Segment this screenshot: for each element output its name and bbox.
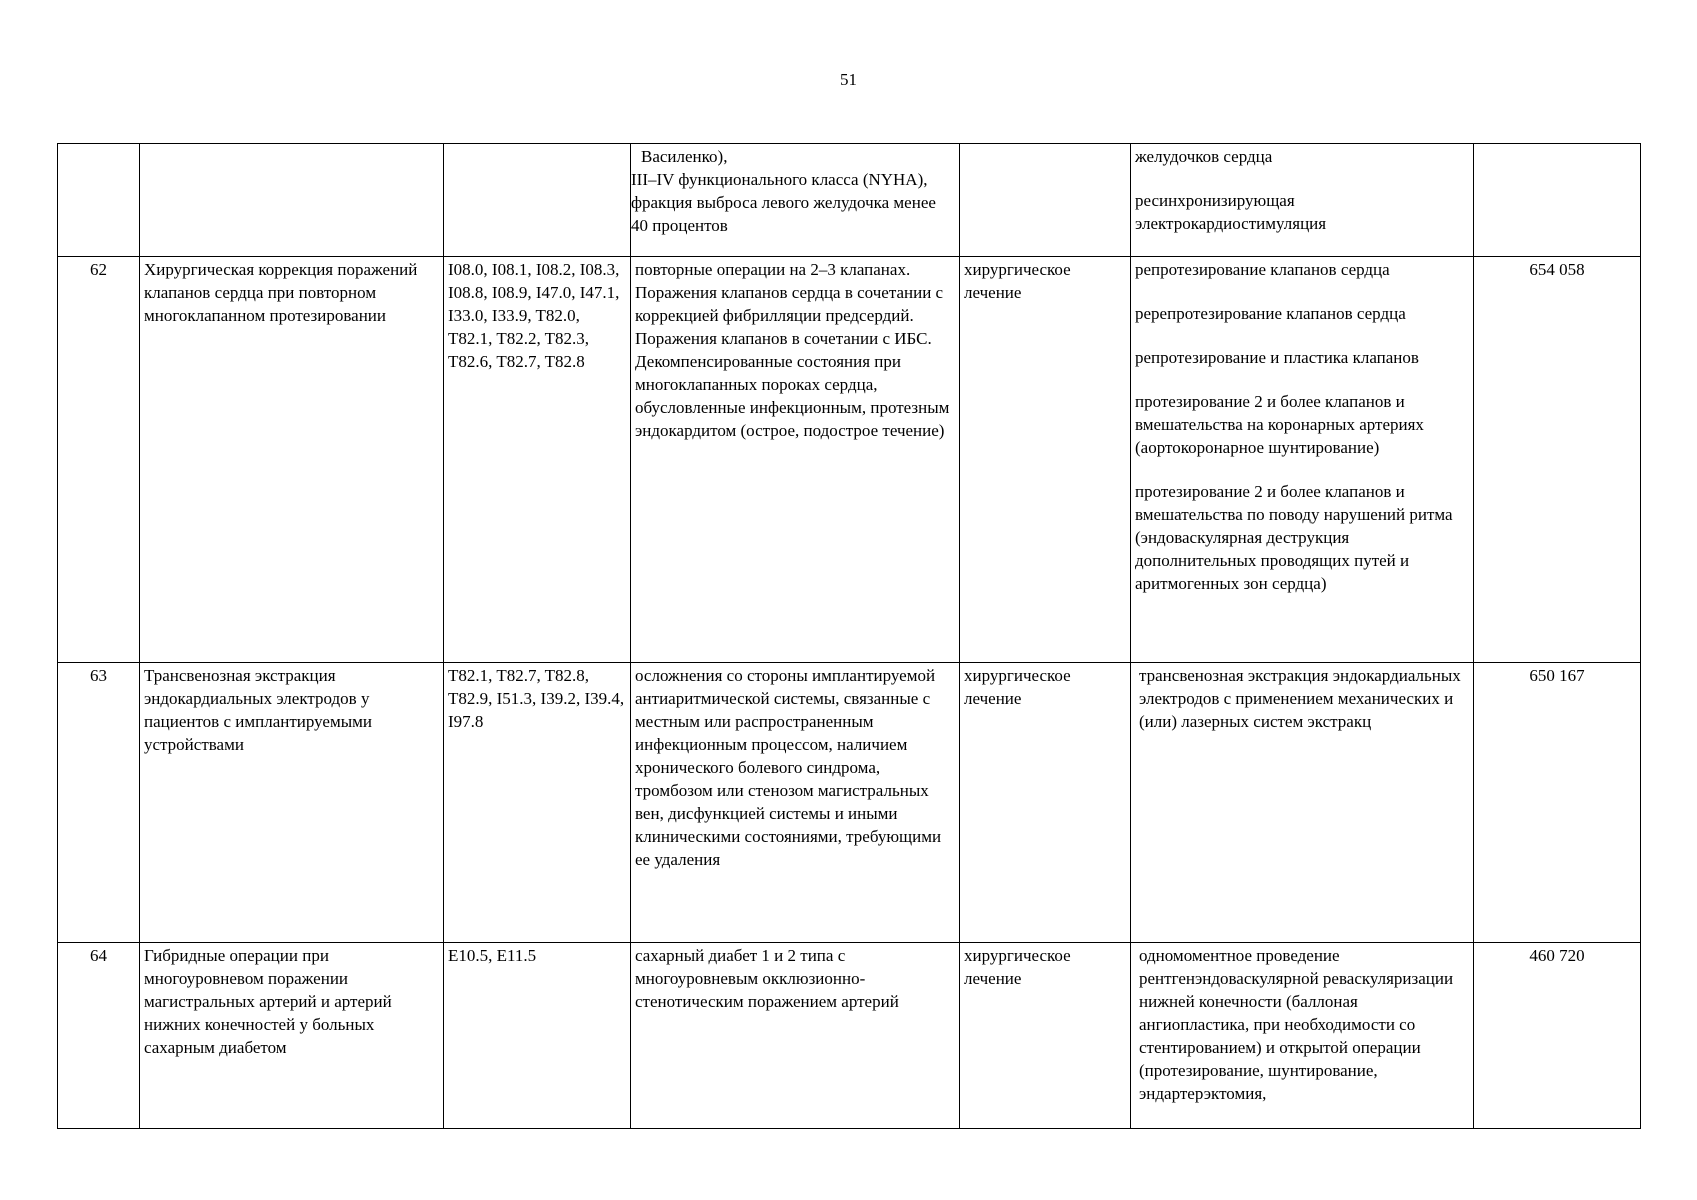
table-row: [58, 663, 1641, 943]
treatment-method: репротезирование клапанов сердца: [1135, 260, 1390, 279]
patient-model-line: осложнения со стороны имплантируемой антиаритмической системы, связанные с местным или распространенным инфекционным процессом, наличием хронического болевого синдрома, тромбозом или стенозом магистральных вен, дисфункцией системы и иными клиническими состояниями, требующими ее удаления: [635, 666, 942, 869]
standard-cost: 650 167: [1474, 663, 1641, 943]
treatment-methods: [1131, 943, 1474, 1129]
treatment-type: [960, 144, 1131, 257]
treatment-type: хирургическое лечение: [960, 943, 1131, 1129]
table-row: [58, 943, 1641, 1129]
table-row: [58, 144, 1641, 257]
treatment-methods: [1131, 663, 1474, 943]
care-type-name: Трансвенозная экстракция эндокардиальных электродов у пациентов с имплантируемыми устройствами: [140, 663, 444, 943]
patient-model: [631, 144, 960, 257]
patient-model: [631, 943, 960, 1129]
page-number: 51: [840, 70, 857, 89]
treatment-method: одномоментное проведение рентгенэндоваскулярной реваскуляризации нижней конечности (баллоная ангиопластика, при необходимости со стентированием) и открытой операции (протезирование, шунтирование, эндартерэктомия,: [1139, 946, 1454, 1103]
standard-cost: 654 058: [1474, 257, 1641, 663]
treatment-type: хирургическое лечение: [960, 257, 1131, 663]
treatment-method: ресинхронизирующая электрокардиостимуляция: [1135, 191, 1327, 233]
patient-model-line: Василенко),: [641, 147, 728, 166]
standard-cost: [1474, 144, 1641, 257]
icd-codes: [444, 144, 631, 257]
care-type-name: [140, 144, 444, 257]
treatment-method: репротезирование и пластика клапанов: [1135, 348, 1419, 367]
icd-codes: E10.5, E11.5: [444, 943, 631, 1129]
treatment-methods: [1131, 144, 1474, 257]
patient-model: [631, 663, 960, 943]
treatment-methods: [1131, 257, 1474, 663]
treatment-type: хирургическое лечение: [960, 663, 1131, 943]
patient-model-line: сахарный диабет 1 и 2 типа с многоуровневым окклюзионно-стенотическим поражением артерий: [635, 946, 899, 1011]
medical-care-table: [57, 143, 1641, 1129]
row-number: 63: [58, 663, 140, 943]
patient-model-line: III–IV функционального класса (NYHA), фракция выброса левого желудочка менее 40 процентов: [631, 170, 936, 235]
treatment-method: ререпротезирование клапанов сердца: [1135, 304, 1406, 323]
treatment-method: протезирование 2 и более клапанов и вмешательства на коронарных артериях (аортокоронарное шунтирование): [1135, 392, 1424, 457]
table-row: [58, 257, 1641, 663]
standard-cost: 460 720: [1474, 943, 1641, 1129]
row-number: 64: [58, 943, 140, 1129]
treatment-method: трансвенозная экстракция эндокардиальных электродов с применением механических и (или) лазерных систем экстракц: [1139, 666, 1461, 731]
care-type-name: Хирургическая коррекция поражений клапанов сердца при повторном многоклапанном протезировании: [140, 257, 444, 663]
care-type-name: Гибридные операции при многоуровневом поражении магистральных артерий и артерий нижних конечностей у больных сахарным диабетом: [140, 943, 444, 1129]
icd-codes: T82.1, T82.7, T82.8, T82.9, I51.3, I39.2, I39.4, I97.8: [444, 663, 631, 943]
treatment-method: желудочков сердца: [1135, 147, 1273, 166]
patient-model-line: повторные операции на 2–3 клапанах. Поражения клапанов сердца в сочетании с коррекцией фибрилляции предсердий. Поражения клапанов в сочетании с ИБС. Декомпенсированные состояния при многоклапанных пороках сердца, обусловленные инфекционным, протезным эндокардитом (острое, подострое течение): [635, 260, 950, 440]
row-number: [58, 144, 140, 257]
treatment-method: протезирование 2 и более клапанов и вмешательства по поводу нарушений ритма (эндоваскулярная деструкция дополнительных проводящих путей и аритмогенных зон сердца): [1135, 482, 1453, 593]
icd-codes: I08.0, I08.1, I08.2, I08.3, I08.8, I08.9, I47.0, I47.1, I33.0, I33.9, T82.0, T82.1, T82.2, T82.3, T82.6, T82.7, T82.8: [444, 257, 631, 663]
row-number: 62: [58, 257, 140, 663]
patient-model: [631, 257, 960, 663]
